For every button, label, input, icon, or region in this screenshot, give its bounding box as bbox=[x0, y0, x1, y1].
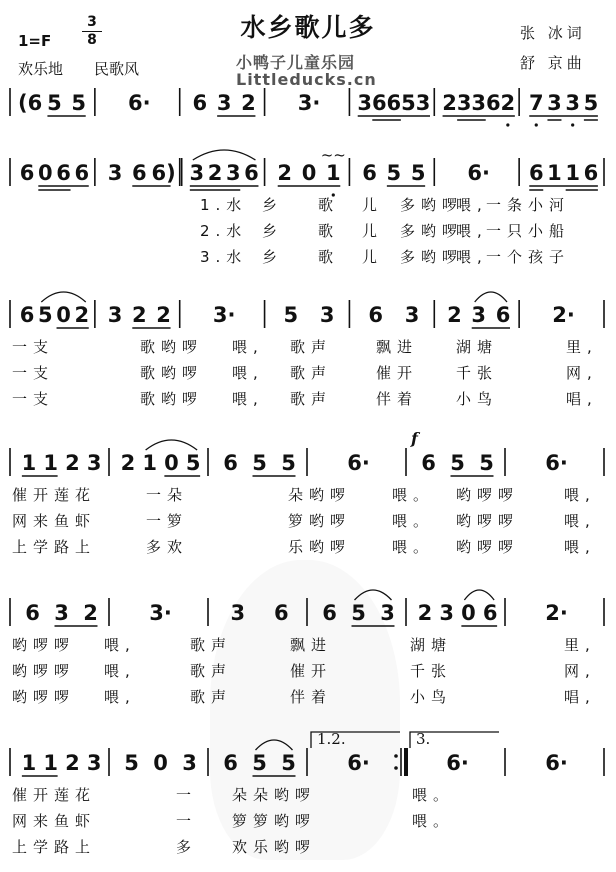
mordent-mark: ~~ bbox=[320, 146, 346, 164]
note: 3 bbox=[380, 601, 395, 625]
note: 3 bbox=[456, 91, 472, 115]
note: 1 bbox=[142, 451, 157, 475]
note: 3 bbox=[86, 751, 102, 775]
lyric-text: 喂, bbox=[456, 248, 488, 266]
lyric-text: 里, bbox=[564, 636, 596, 654]
note: 3 bbox=[565, 91, 580, 115]
note: 6 bbox=[223, 751, 238, 775]
lyric-text: 一支 bbox=[12, 338, 55, 356]
tempo-marking: 欢乐地 bbox=[18, 60, 64, 78]
note: 5 bbox=[401, 91, 416, 115]
note: 0 bbox=[38, 161, 53, 185]
lyric-text: 哟啰啰 bbox=[456, 486, 520, 504]
lyric-text: 千张 bbox=[410, 662, 453, 680]
lyric-text: 哟啰啰 bbox=[456, 538, 520, 556]
note: 2 bbox=[131, 303, 147, 327]
lyric-text: 网, bbox=[566, 364, 598, 382]
note: 3 bbox=[54, 601, 69, 625]
note: 1 bbox=[21, 751, 37, 775]
lyric-text: 喂, bbox=[104, 662, 136, 680]
lower-octave-dot bbox=[506, 123, 509, 126]
note: 6 bbox=[371, 91, 387, 115]
note: 6· bbox=[127, 91, 151, 115]
note: 3 bbox=[107, 303, 123, 327]
note: 2· bbox=[545, 601, 568, 625]
lyric-text: 一 bbox=[176, 812, 198, 830]
note: 6 bbox=[19, 161, 35, 185]
composer-credit: 舒 京曲 bbox=[520, 54, 586, 72]
note: 3 bbox=[357, 91, 373, 115]
note: 2 bbox=[417, 601, 433, 625]
lyric-text: 朵朵哟啰 bbox=[232, 786, 317, 804]
lyric-text: 歌 bbox=[318, 248, 340, 266]
note: 1 bbox=[325, 161, 341, 185]
repeat-dot bbox=[394, 754, 398, 758]
note: 6· bbox=[446, 751, 469, 775]
lyric-text: 一支 bbox=[12, 390, 55, 408]
note: 3 bbox=[230, 601, 246, 625]
lyric-text: 喂, bbox=[564, 512, 596, 530]
lyric-text: 乡 bbox=[262, 222, 284, 240]
lyric-text: 喂。 bbox=[412, 812, 455, 830]
note: 6 bbox=[368, 303, 383, 327]
lyric-text: 湖塘 bbox=[410, 636, 453, 654]
note: 5 bbox=[71, 91, 87, 115]
lyric-text: 催开莲花 bbox=[12, 486, 97, 504]
note: 5 bbox=[185, 451, 201, 475]
slur-arc bbox=[146, 440, 198, 450]
lyric-text: 一个孩子 bbox=[486, 248, 571, 266]
note: 6· bbox=[467, 161, 491, 185]
note: 2 bbox=[447, 303, 462, 327]
note: 6) bbox=[151, 161, 176, 185]
note: 0 bbox=[301, 161, 317, 185]
note: (6 bbox=[18, 91, 43, 115]
note: 2· bbox=[552, 303, 575, 327]
slur-arc bbox=[41, 292, 85, 302]
volta-label: 1.2. bbox=[317, 730, 346, 748]
lyric-text: 欢乐哟啰 bbox=[232, 838, 317, 856]
lyric-text: 一箩 bbox=[146, 512, 189, 530]
note: 6 bbox=[482, 601, 498, 625]
note: 5 bbox=[281, 451, 296, 475]
note: 3 bbox=[319, 303, 335, 327]
note: 6 bbox=[362, 161, 377, 185]
note: 5 bbox=[252, 451, 267, 475]
note: 1 bbox=[43, 451, 58, 475]
note: 5 bbox=[283, 303, 299, 327]
lyric-text: 上学路上 bbox=[12, 838, 97, 856]
note: 2 bbox=[442, 91, 457, 115]
note: 6· bbox=[347, 451, 370, 475]
note: 2 bbox=[65, 751, 80, 775]
lyric-text: 唱, bbox=[566, 390, 598, 408]
lyric-text: 网来鱼虾 bbox=[12, 512, 97, 530]
lyric-text: 歌声 bbox=[190, 662, 233, 680]
lyricist-credit: 张 冰词 bbox=[520, 24, 586, 42]
note: 6 bbox=[273, 601, 289, 625]
lyric-text: 一条小河 bbox=[486, 196, 571, 214]
note: 3 bbox=[471, 91, 487, 115]
note: 1 bbox=[21, 451, 37, 475]
note: 3 bbox=[439, 601, 454, 625]
lyric-text: 唱, bbox=[564, 688, 596, 706]
lyric-text: 乡 bbox=[262, 196, 284, 214]
lyric-text: 千张 bbox=[456, 364, 499, 382]
lyric-text: 儿 bbox=[362, 248, 384, 266]
lyric-text: 里, bbox=[566, 338, 598, 356]
watermark-english: Littleducks.cn bbox=[236, 70, 377, 89]
note: 5 bbox=[47, 91, 62, 115]
note: 3 bbox=[415, 91, 431, 115]
slur-arc bbox=[475, 292, 507, 302]
slur-arc bbox=[256, 740, 293, 750]
note: 5 bbox=[386, 161, 402, 185]
dynamic-marking: f bbox=[411, 429, 418, 448]
lyric-text: 网, bbox=[564, 662, 596, 680]
note: 3 bbox=[86, 451, 102, 475]
lyric-text: 2.水 bbox=[200, 222, 248, 240]
lyric-text: 一 bbox=[176, 786, 198, 804]
lyric-text: 歌声 bbox=[190, 688, 233, 706]
lyric-text: 喂, bbox=[232, 390, 264, 408]
lyric-text: 多哟啰 bbox=[400, 222, 464, 240]
note: 6 bbox=[19, 303, 35, 327]
lyric-text: 催开莲花 bbox=[12, 786, 97, 804]
note: 3· bbox=[212, 303, 236, 327]
slur-arc bbox=[464, 590, 494, 600]
lyric-text: 多哟啰 bbox=[400, 196, 464, 214]
lyric-text: 歌声 bbox=[290, 364, 333, 382]
lyric-text: 网来鱼虾 bbox=[12, 812, 97, 830]
note: 2 bbox=[83, 601, 98, 625]
lyric-text: 催开 bbox=[376, 364, 419, 382]
lower-octave-dot bbox=[571, 123, 574, 126]
lyric-text: 小鸟 bbox=[456, 390, 499, 408]
lyric-text: 哟啰啰 bbox=[12, 662, 76, 680]
lyric-text: 喂。 bbox=[412, 786, 455, 804]
lyric-text: 歌声 bbox=[290, 338, 333, 356]
note: 3 bbox=[547, 91, 562, 115]
lyric-text: 喂, bbox=[104, 688, 136, 706]
watermark-chinese: 小鸭子儿童乐园 bbox=[236, 53, 356, 72]
style-marking: 民歌风 bbox=[94, 60, 140, 78]
note: 0 bbox=[461, 601, 476, 625]
lyric-text: 多哟啰 bbox=[400, 248, 464, 266]
note: 0 bbox=[164, 451, 179, 475]
note: 6 bbox=[192, 91, 208, 115]
lyric-text: 歌声 bbox=[290, 390, 333, 408]
note: 7 bbox=[528, 91, 544, 115]
lyric-text: 喂, bbox=[232, 338, 264, 356]
lyric-text: 哟啰啰 bbox=[12, 688, 76, 706]
lyric-text: 箩箩哟啰 bbox=[232, 812, 317, 830]
note: 2 bbox=[65, 451, 80, 475]
slur-arc bbox=[193, 150, 256, 160]
lyric-text: 湖塘 bbox=[456, 338, 499, 356]
note: 6 bbox=[386, 91, 402, 115]
lyric-text: 歌哟啰 bbox=[140, 338, 204, 356]
lyric-text: 哟啰啰 bbox=[456, 512, 520, 530]
lyric-text: 喂。 bbox=[392, 512, 435, 530]
note: 0 bbox=[153, 751, 168, 775]
lyric-text: 喂, bbox=[232, 364, 264, 382]
lyric-text: 歌哟啰 bbox=[140, 364, 204, 382]
note: 1 bbox=[565, 161, 580, 185]
note: 6 bbox=[528, 161, 544, 185]
note: 6 bbox=[74, 161, 90, 185]
note: 5 bbox=[450, 451, 465, 475]
lyric-text: 3.水 bbox=[200, 248, 248, 266]
note: 2 bbox=[74, 303, 90, 327]
note: 3 bbox=[189, 161, 205, 185]
lyric-text: 催开 bbox=[290, 662, 333, 680]
note: 3 bbox=[216, 91, 232, 115]
note: 2 bbox=[500, 91, 516, 115]
lyric-text: 多 bbox=[176, 838, 198, 856]
note: 6 bbox=[495, 303, 511, 327]
note: 3 bbox=[404, 303, 420, 327]
lyric-text: 儿 bbox=[362, 196, 384, 214]
note: 6 bbox=[583, 161, 599, 185]
note: 3· bbox=[149, 601, 172, 625]
note: 5 bbox=[124, 751, 139, 775]
song-title: 水乡歌儿多 bbox=[240, 13, 376, 42]
note: 3 bbox=[225, 161, 241, 185]
note: 3 bbox=[107, 161, 123, 185]
note: 1 bbox=[43, 751, 58, 775]
lyric-text: 一支 bbox=[12, 364, 55, 382]
lyric-text: 喂, bbox=[104, 636, 136, 654]
note: 6 bbox=[223, 451, 238, 475]
note: 6· bbox=[347, 751, 370, 775]
lyric-text: 朵哟啰 bbox=[288, 486, 352, 504]
lyric-text: 上学路上 bbox=[12, 538, 97, 556]
note: 6 bbox=[421, 451, 436, 475]
note: 6· bbox=[545, 751, 568, 775]
lower-octave-dot bbox=[535, 123, 538, 126]
note: 3 bbox=[471, 303, 487, 327]
lyric-text: 乡 bbox=[262, 248, 284, 266]
lyric-text: 喂, bbox=[456, 222, 488, 240]
note: 0 bbox=[56, 303, 71, 327]
lyric-text: 喂。 bbox=[392, 538, 435, 556]
note: 5 bbox=[479, 451, 494, 475]
slur-arc bbox=[355, 590, 392, 600]
lyric-text: 飘进 bbox=[376, 338, 419, 356]
lyric-text: 歌 bbox=[318, 222, 340, 240]
note: 6· bbox=[545, 451, 568, 475]
lyric-text: 歌声 bbox=[190, 636, 233, 654]
note: 5 bbox=[252, 751, 267, 775]
lyric-text: 歌哟啰 bbox=[140, 390, 204, 408]
volta-label: 3. bbox=[416, 730, 431, 748]
note: 5 bbox=[351, 601, 366, 625]
note: 2 bbox=[241, 91, 256, 115]
meter-top: 3 bbox=[87, 14, 97, 30]
lyric-text: 伴着 bbox=[376, 390, 419, 408]
note: 6 bbox=[244, 161, 259, 185]
meter-bottom: 8 bbox=[87, 32, 97, 48]
lyric-text: 歌 bbox=[318, 196, 340, 214]
note: 3· bbox=[297, 91, 321, 115]
lyric-text: 1.水 bbox=[200, 196, 248, 214]
lyric-text: 喂, bbox=[564, 538, 596, 556]
note: 6 bbox=[56, 161, 71, 185]
repeat-dot bbox=[394, 766, 398, 770]
note: 1 bbox=[547, 161, 562, 185]
lyric-text: 一只小船 bbox=[486, 222, 571, 240]
note: 2 bbox=[277, 161, 293, 185]
lyric-text: 喂。 bbox=[392, 486, 435, 504]
note: 6 bbox=[322, 601, 337, 625]
note: 5 bbox=[583, 91, 599, 115]
note: 5 bbox=[410, 161, 426, 185]
lyric-text: 儿 bbox=[362, 222, 384, 240]
note: 5 bbox=[38, 303, 53, 327]
lyric-text: 喂, bbox=[456, 196, 488, 214]
lyric-text: 箩哟啰 bbox=[288, 512, 352, 530]
lyric-text: 多欢 bbox=[146, 538, 189, 556]
lyric-text: 小鸟 bbox=[410, 688, 453, 706]
lyric-text: 一朵 bbox=[146, 486, 189, 504]
note: 2 bbox=[120, 451, 136, 475]
lyric-text: 乐哟啰 bbox=[288, 538, 352, 556]
lyric-text: 哟啰啰 bbox=[12, 636, 76, 654]
note: 5 bbox=[281, 751, 296, 775]
note: 6 bbox=[25, 601, 40, 625]
lyric-text: 飘进 bbox=[290, 636, 333, 654]
lyric-text: 伴着 bbox=[290, 688, 333, 706]
note: 6 bbox=[131, 161, 147, 185]
key-signature: 1=F bbox=[18, 32, 52, 50]
lyric-text: 喂, bbox=[564, 486, 596, 504]
note: 3 bbox=[182, 751, 197, 775]
note: 2 bbox=[207, 161, 223, 185]
note: 2 bbox=[156, 303, 171, 327]
note: 6 bbox=[485, 91, 501, 115]
